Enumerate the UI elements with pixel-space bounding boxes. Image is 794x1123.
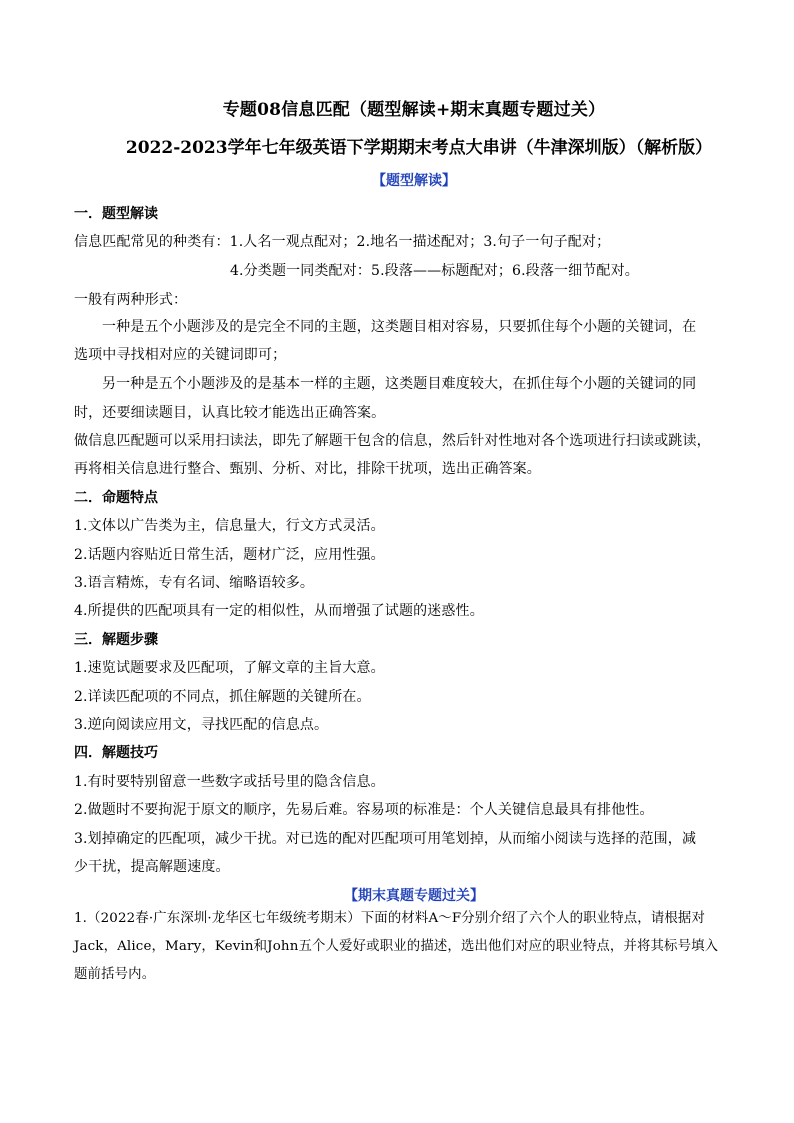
- list-item: 3.语言精炼，专有名词、缩略语较多。: [74, 575, 315, 591]
- paragraph-line: 选项中寻找相对应的关键词即可；: [74, 347, 287, 363]
- paragraph-line: 一般有两种形式：: [74, 292, 188, 308]
- list-item: 3.逆向阅读应用文，寻找匹配的信息点。: [74, 717, 329, 733]
- section-banner-analysis: 【题型解读】: [372, 173, 456, 189]
- list-item: 少干扰，提高解题速度。: [74, 859, 230, 875]
- paragraph-line: 做信息匹配题可以采用扫读法，即先了解题干包含的信息，然后针对性地对各个选项进行扫读或跳读，: [74, 433, 711, 449]
- section-heading-1: 一．题型解读: [74, 206, 158, 222]
- question-line: 题前括号内。: [74, 967, 156, 982]
- list-item: 2.做题时不要拘泥于原文的顺序，先易后难。容易项的标准是：个人关键信息最具有排他性。: [74, 802, 654, 818]
- list-item: 3.划掉确定的匹配项，减少干扰。对已选的配对匹配项可用笔划掉，从而缩小阅读与选择的范围，减: [74, 831, 697, 847]
- paragraph-line: 再将相关信息进行整合、甄别、分析、对比，排除干扰项，选出正确答案。: [74, 461, 541, 477]
- paragraph-line: 信息匹配常见的种类有：1.人名一观点配对；2.地名一描述配对；3.句子一句子配对；: [74, 234, 611, 250]
- paragraph-line: 另一种是五个小题涉及的是基本一样的主题，这类题目难度较大，在抓住每个小题的关键词的同: [102, 376, 697, 392]
- list-item: 2.详读匹配项的不同点，抓住解题的关键所在。: [74, 689, 371, 705]
- section-heading-3: 三．解题步骤: [74, 632, 158, 648]
- list-item: 4.所提供的匹配项具有一定的相似性，从而增强了试题的迷惑性。: [74, 603, 484, 619]
- list-item: 1.有时要特别留意一些数字或括号里的隐含信息。: [74, 774, 385, 790]
- section-heading-4: 四．解题技巧: [74, 745, 158, 761]
- document-subtitle: 2022-2023学年七年级英语下学期期末考点大串讲（牛津深圳版）（解析版）: [125, 138, 713, 158]
- question-line: 1.（2022春·广东深圳·龙华区七年级统考期末）下面的材料A～F分别介绍了六个人的职业特点，请根据对: [74, 911, 705, 926]
- list-item: 1.文体以广告类为主，信息量大，行文方式灵活。: [74, 518, 385, 534]
- paragraph-line: 一种是五个小题涉及的是完全不同的主题，这类题目相对容易，只要抓住每个小题的关键词，在: [102, 319, 697, 335]
- list-item: 1.速览试题要求及匹配项，了解文章的主旨大意。: [74, 660, 385, 676]
- section-banner-exam: 【期末真题专题过关】: [344, 888, 484, 904]
- paragraph-line: 时，还要细读题目，认真比较才能选出正确答案。: [74, 405, 386, 421]
- paragraph-line: 4.分类题一同类配对：5.段落——标题配对；6.段落一细节配对。: [230, 263, 639, 279]
- document-title: 专题08信息匹配（题型解读+期末真题专题过关）: [222, 100, 606, 120]
- question-line: Jack，Alice，Mary，Kevin和John五个人爱好或职业的描述，选出他们对应的职业特点，并将其标号填入: [74, 939, 719, 954]
- list-item: 2.话题内容贴近日常生活，题材广泛，应用性强。: [74, 547, 385, 563]
- section-heading-2: 二．命题特点: [74, 490, 158, 506]
